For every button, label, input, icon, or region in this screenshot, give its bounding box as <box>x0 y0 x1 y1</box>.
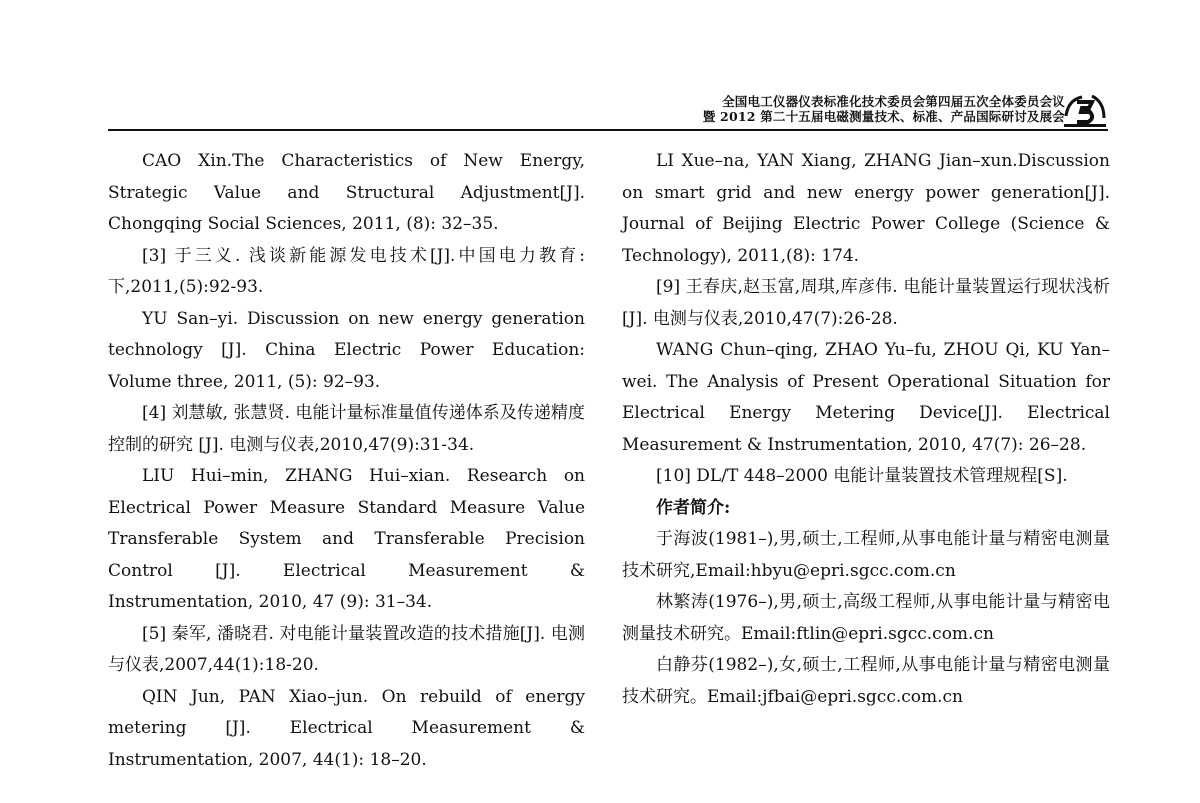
running-header-line-2: 暨 2012 第二十五届电磁测量技术、标准、产品国际研讨及展会 <box>702 109 1065 124</box>
author-bio: 白静芬(1982–),女,硕士,工程师,从事电能计量与精密电测量技术研究。Email:jfbai@epri.sgcc.com.cn <box>622 655 1110 707</box>
reference-entry: LI Xue–na, YAN Xiang, ZHANG Jian–xun.Discussion on smart grid and new energy power generation[J]. Journal of Beijing Electric Power College (Science & Technology), 2011,(8): 174. <box>622 151 1110 266</box>
author-bio-heading: 作者简介: <box>656 497 731 518</box>
author-bio: 于海波(1981–),男,硕士,工程师,从事电能计量与精密电测量技术研究,Email:hbyu@epri.sgcc.com.cn <box>622 529 1110 581</box>
reference-entry: LIU Hui–min, ZHANG Hui–xian. Research on Electrical Power Measure Standard Measure Value Transferable System and Transferable Precision Control [J]. Electrical Measurement & Instrumentation, 2010, 47 (9): 31–34. <box>108 466 585 612</box>
reference-entry: [3] 于三义. 浅谈新能源发电技术[J].中国电力教育:下,2011,(5):92-93. <box>108 245 585 297</box>
reference-entry: CAO Xin.The Characteristics of New Energy, Strategic Value and Structural Adjustment[J]. Chongqing Social Sciences, 2011, (8): 32–35. <box>108 151 585 234</box>
running-header <box>585 94 1065 124</box>
reference-entry: [5] 秦军, 潘晓君. 对电能计量装置改造的技术措施[J]. 电测与仪表,2007,44(1):18-20. <box>108 623 585 675</box>
header-rule <box>108 129 1108 131</box>
reference-entry: WANG Chun–qing, ZHAO Yu–fu, ZHOU Qi, KU Yan–wei. The Analysis of Present Operational Situation for Electrical Energy Metering Device[J]. Electrical Measurement & Instrumentation, 2010, 47(7): 26–28. <box>622 340 1110 455</box>
author-bio: 林繁涛(1976–),男,硕士,高级工程师,从事电能计量与精密电测量技术研究。Email:ftlin@epri.sgcc.com.cn <box>622 592 1110 644</box>
conference-logo-icon <box>1062 90 1108 130</box>
reference-entry: [10] DL/T 448–2000 电能计量装置技术管理规程[S]. <box>656 466 1068 486</box>
reference-entry: [9] 王春庆,赵玉富,周琪,库彦伟. 电能计量装置运行现状浅析[J]. 电测与仪表,2010,47(7):26-28. <box>622 277 1110 329</box>
reference-entry: [4] 刘慧敏, 张慧贤. 电能计量标准量值传递体系及传递精度控制的研究 [J]. 电测与仪表,2010,47(9):31-34. <box>108 403 585 455</box>
right-column <box>622 146 1110 713</box>
reference-entry: YU San–yi. Discussion on new energy generation technology [J]. China Electric Power Education: Volume three, 2011, (5): 92–93. <box>108 308 585 392</box>
left-column <box>108 146 585 776</box>
running-header-line-1: 全国电工仪器仪表标准化技术委员会第四届五次全体委员会议 <box>722 94 1065 109</box>
reference-entry: QIN Jun, PAN Xiao–jun. On rebuild of energy metering [J]. Electrical Measurement & Instrumentation, 2007, 44(1): 18–20. <box>108 686 585 770</box>
